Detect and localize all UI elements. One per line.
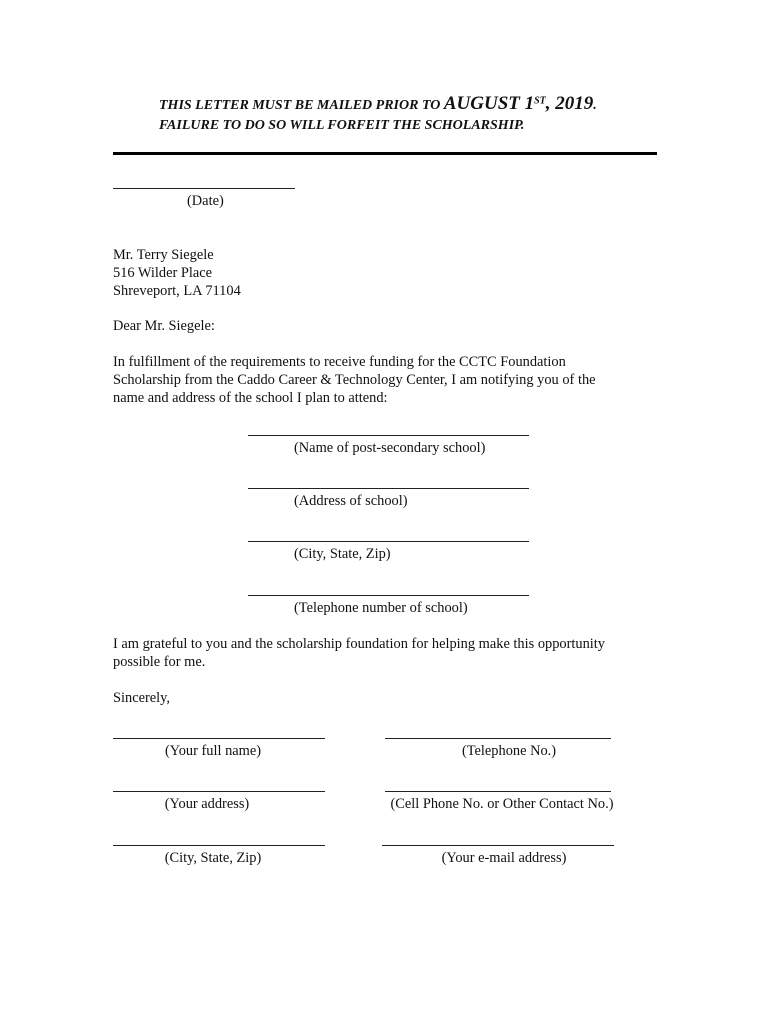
body-para1-line1: In fulfillment of the requirements to receive funding for the CCTC Foundation: [113, 354, 566, 370]
recipient-city: Shreveport, LA 71104: [113, 283, 241, 299]
notice-date-suffix: ST: [534, 95, 546, 107]
body-para2-line2: possible for me.: [113, 654, 206, 670]
notice-line1-prefix: THIS LETTER MUST BE MAILED PRIOR TO: [159, 98, 444, 113]
email-label: (Your e-mail address): [441, 850, 567, 866]
date-blank-line[interactable]: [113, 188, 295, 189]
city-state-zip-label: (City, State, Zip): [164, 850, 262, 866]
header-divider: [113, 152, 657, 155]
forfeit-notice: [159, 118, 524, 134]
cell-phone-label: (Cell Phone No. or Other Contact No.): [390, 796, 614, 812]
school-name-label: (Name of post-secondary school): [294, 440, 486, 456]
full-name-blank[interactable]: [113, 738, 325, 739]
recipient-name: Mr. Terry Siegele: [113, 247, 214, 263]
school-name-blank[interactable]: [248, 435, 529, 436]
full-name-label: (Your full name): [164, 743, 262, 759]
cell-phone-blank[interactable]: [385, 791, 611, 792]
school-phone-blank[interactable]: [248, 595, 529, 596]
body-para1-line2: Scholarship from the Caddo Career & Technology Center, I am notifying you of the: [113, 372, 596, 388]
city-state-zip-blank[interactable]: [113, 845, 325, 846]
deadline-notice: [159, 93, 597, 115]
telephone-label: (Telephone No.): [461, 743, 557, 759]
school-city-label: (City, State, Zip): [294, 546, 391, 562]
closing: Sincerely,: [113, 690, 171, 706]
school-address-label: (Address of school): [294, 493, 408, 509]
address-blank[interactable]: [113, 791, 325, 792]
notice-line2: FAILURE TO DO SO WILL FORFEIT THE SCHOLARSHIP: [159, 118, 521, 133]
notice-date: AUGUST 1: [443, 93, 535, 114]
notice-line1-end: .: [593, 98, 597, 113]
email-blank[interactable]: [382, 845, 614, 846]
school-phone-label: (Telephone number of school): [294, 600, 468, 616]
notice-year: , 2019: [545, 93, 594, 114]
address-label: (Your address): [164, 796, 250, 812]
telephone-blank[interactable]: [385, 738, 611, 739]
body-para2-line1: I am grateful to you and the scholarship foundation for helping make this opportunity: [113, 636, 605, 652]
school-city-blank[interactable]: [248, 541, 529, 542]
school-address-blank[interactable]: [248, 488, 529, 489]
notice-line2-end: .: [520, 118, 525, 133]
body-para1-line3: name and address of the school I plan to attend:: [113, 390, 388, 406]
recipient-street: 516 Wilder Place: [113, 265, 213, 281]
date-label: (Date): [187, 193, 224, 209]
salutation: Dear Mr. Siegele:: [113, 318, 215, 334]
